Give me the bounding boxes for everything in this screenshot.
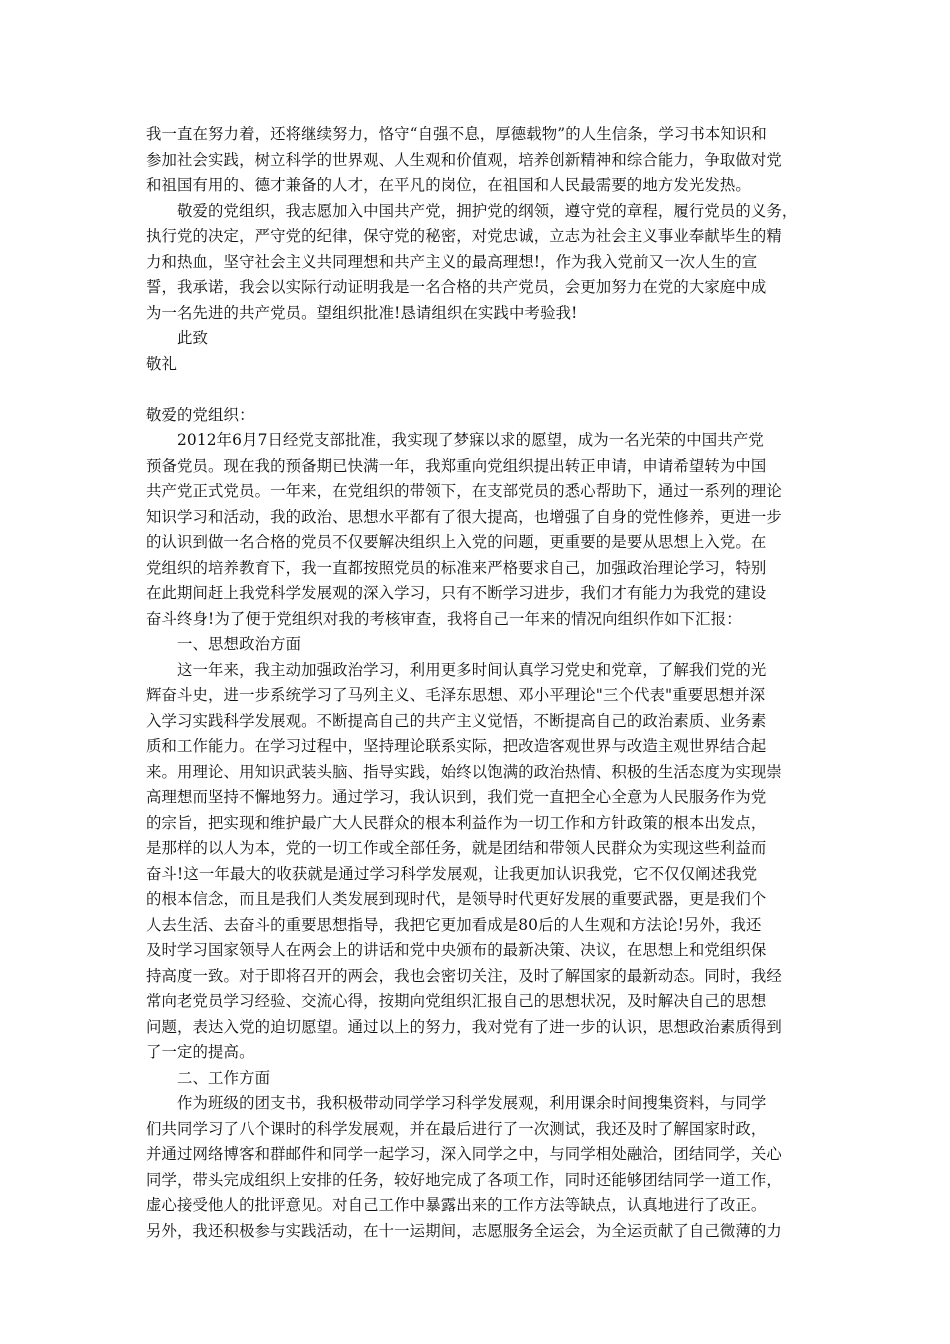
text-line: 人去生活、去奋斗的重要思想指导，我把它更加看成是80后的人生观和方法论!另外，我还 — [146, 915, 762, 934]
text-line: 质和工作能力。在学习过程中，坚持理论联系实际，把改造客观世界与改造主观世界结合起 — [146, 737, 767, 755]
text-line: 奋斗终身!为了便于党组织对我的考核审查，我将自己一年来的情况向组织作如下汇报： — [146, 609, 742, 628]
paragraph-gap — [146, 377, 812, 403]
text-line: 誓，我承诺，我会以实际行动证明我是一名合格的共产党员，会更加努力在党的大家庭中成 — [146, 278, 767, 296]
text-line: 另外，我还积极参与实践活动，在十一运期间，志愿服务全运会，为全运贡献了自己微薄的力 — [146, 1221, 782, 1240]
text-line: 党组织的培养教育下，我一直都按照党员的标准来严格要求自己，加强政治理论学习，特别 — [146, 558, 767, 577]
text-line: 在此期间赶上我党科学发展观的深入学习，只有不断学习进步，我们才有能力为我党的建设 — [146, 584, 767, 602]
text-line: 这一年来，我主动加强政治学习，利用更多时间认真学习党史和党章，了解我们党的光 — [146, 660, 767, 679]
text-line: 入学习实践科学发展观。不断提高自己的共产主义觉悟，不断提高自己的政治素质、业务素 — [146, 711, 767, 730]
text-line: 问题，表达入党的迫切愿望。通过以上的努力，我对党有了进一步的认识，思想政治素质得到 — [146, 1017, 782, 1036]
text-line: 我一直在努力着，还将继续努力，恪守“自强不息，厚德载物”的人生信条，学习书本知识和 — [146, 125, 767, 143]
section-heading-political-thought: 一、思想政治方面 — [146, 635, 302, 653]
text-line: 了一定的提高。 — [146, 1043, 255, 1061]
section-closing-of-previous-letter — [146, 122, 812, 377]
text-line: 为一名先进的共产党员。望组织批准!恳请组织在实践中考验我! — [146, 303, 578, 322]
text-line: 共产党正式党员。一年来，在党组织的带领下，在支部党员的悉心帮助下，通过一系列的理论 — [146, 482, 782, 500]
closing-salutation: 此致 — [146, 329, 209, 347]
text-line: 及时学习国家领导人在两会上的讲话和党中央颁布的最新决策、决议，在思想上和党组织保 — [146, 941, 767, 959]
text-line: 们共同学习了八个课时的科学发展观，并在最后进行了一次测试，我还及时了解国家时政， — [146, 1119, 767, 1138]
text-line: 虚心接受他人的批评意见。对自己工作中暴露出来的工作方法等缺点，认真地进行了改正。 — [146, 1196, 767, 1214]
text-line: 的宗旨，把实现和维护最广大人民群众的根本利益作为一切工作和方针政策的根本出发点， — [146, 813, 767, 832]
text-line: 奋斗!这一年最大的收获就是通过学习科学发展观，让我更加认识我党，它不仅仅阐述我党 — [146, 864, 758, 883]
section-report-letter — [146, 403, 812, 1245]
text-line: 并通过网络博客和群邮件和同学一起学习，深入同学之中，与同学相处融洽，团结同学，关心 — [146, 1145, 782, 1163]
text-line: 的根本信念，而且是我们人类发展到现时代，是领导时代更好发展的重要武器，更是我们个 — [146, 890, 767, 908]
text-line: 持高度一致。对于即将召开的两会，我也会密切关注，及时了解国家的最新动态。同时，我经 — [146, 966, 782, 985]
text-line: 常向老党员学习经验、交流心得，按期向党组织汇报自己的思想状况，及时解决自己的思想 — [146, 992, 767, 1010]
text-line: 高理想而坚持不懈地努力。通过学习，我认识到，我们党一直把全心全意为人民服务作为党 — [146, 788, 767, 806]
text-line: 预备党员。现在我的预备期已快满一年，我郑重向党组织提出转正申请，申请希望转为中国 — [146, 456, 767, 475]
text-line: 是那样的以人为本，党的一切工作或全部任务，就是团结和带领人民群众为实现这些利益而 — [146, 839, 767, 857]
text-line: 同学，带头完成组织上安排的任务，较好地完成了各项工作，同时还能够团结同学一道工作， — [146, 1170, 782, 1189]
section-heading-work: 二、工作方面 — [146, 1068, 271, 1087]
text-line: 和祖国有用的、德才兼备的人才，在平凡的岗位，在祖国和人民最需要的地方发光发热。 — [146, 176, 751, 194]
document-page — [146, 122, 812, 1244]
closing-regards: 敬礼 — [146, 354, 178, 373]
text-line: 执行党的决定，严守党的纪律，保守党的秘密，对党忠诚，立志为社会主义事业奉献毕生的精 — [146, 227, 782, 245]
text-line: 参加社会实践，树立科学的世界观、人生观和价值观，培养创新精神和综合能力，争取做对党 — [146, 150, 782, 169]
text-line: 力和热血，坚守社会主义共同理想和共产主义的最高理想!，作为我入党前又一次人生的宣 — [146, 252, 758, 271]
text-line: 作为班级的团支书，我积极带动同学学习科学发展观，利用课余时间搜集资料，与同学 — [146, 1094, 767, 1112]
text-line: 来。用理论、用知识武装头脑、指导实践，始终以饱满的政治热情、积极的生活态度为实现崇 — [146, 762, 782, 781]
text-line: 辉奋斗史，进一步系统学习了马列主义、毛泽东思想、邓小平理论"三个代表"重要思想并深 — [146, 686, 766, 704]
text-line: 敬爱的党组织，我志愿加入中国共产党，拥护党的纲领，遵守党的章程，履行党员的义务， — [146, 201, 798, 220]
text-line: 2012年6月7日经党支部批准，我实现了梦寐以求的愿望，成为一名光荣的中国共产党 — [146, 431, 764, 449]
text-line: 的认识到做一名合格的党员不仅要解决组织上入党的问题，更重要的是要从思想上入党。在 — [146, 533, 767, 551]
letter-greeting: 敬爱的党组织： — [146, 405, 255, 424]
text-line: 知识学习和活动，我的政治、思想水平都有了很大提高，也增强了自身的党性修养，更进一步 — [146, 507, 782, 526]
